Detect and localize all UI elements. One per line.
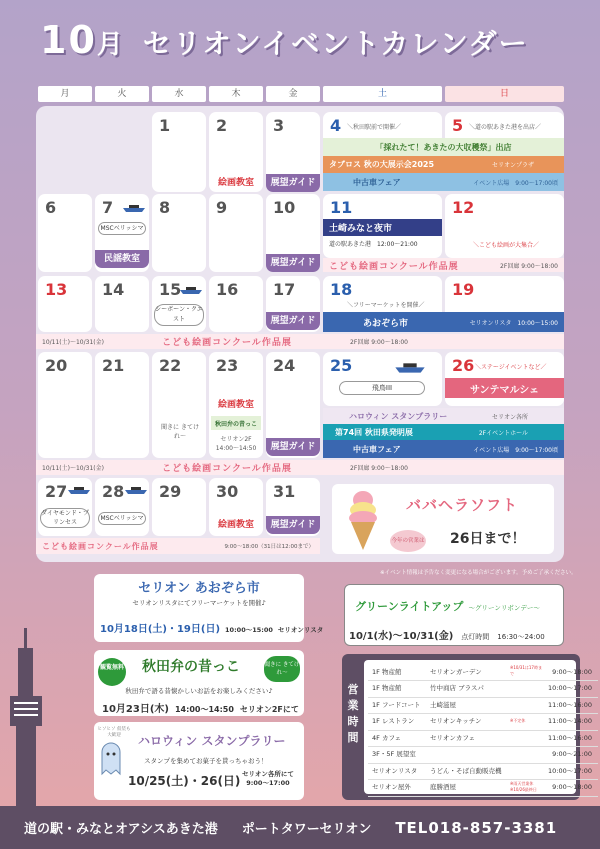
hours-time: 10:00〜17:00 (548, 766, 592, 775)
note-stage: ＼ステージイベントなど／ (475, 364, 547, 371)
event-used-car[interactable]: 中古車フェア イベント広場 9:00〜17:00頃 (323, 173, 564, 191)
day-cell-13[interactable]: 13 (38, 276, 92, 332)
ship-icon (125, 486, 147, 495)
event-kodomo-week3[interactable]: 10/11(土)〜10/31(金) こども絵画コンクール作品展 2F回廊 9:00〜18:00 (36, 334, 564, 349)
aozora-title: セリオン あおぞら市 (138, 581, 260, 596)
port-tower-icon (2, 628, 60, 806)
day-cell-6[interactable]: 6 (38, 194, 92, 272)
info-aozora[interactable] (94, 574, 324, 642)
stamp-loc: セリオン各所にて (242, 770, 294, 778)
event-hatsumei[interactable]: 第74回 秋田県発明展 2Fイベントホール (323, 424, 564, 440)
day-cell-25[interactable]: 25 飛鳥III (323, 352, 442, 406)
day-cell-23[interactable]: 23 絵画教室 秋田弁の昔っこ セリオン2F 14:00〜14:50 (209, 352, 263, 458)
day-cell-27[interactable]: 27 ダイヤモンド・プリンセス (38, 478, 92, 536)
event-stamp[interactable]: ハロウィン スタンプラリー セリオン各所 (323, 408, 564, 424)
note-minato: ＼道の駅あきた港を出店／ (469, 124, 542, 131)
hours-time: 11:00〜16:00 (548, 733, 592, 742)
day-cell-18[interactable]: 18 ＼フリーマーケットを開催／ (323, 276, 442, 332)
mukashi-time: セリオン2F 14:00〜14:50 (215, 436, 257, 452)
aozora-time: 10:00〜15:00 (225, 626, 273, 634)
page-title: 10月 セリオンイベントカレンダー (40, 18, 529, 62)
hours-note: ※10/31は17時まで (510, 665, 542, 676)
day-cell-5[interactable]: 5 ＼道の駅あきた港を出店／ (445, 112, 564, 144)
day-cell-9[interactable]: 9 (209, 194, 263, 272)
info-stamp[interactable] (94, 722, 304, 800)
event-yomichi[interactable]: 土崎みなと夜市 (323, 219, 442, 236)
day-cell-8[interactable]: 8 (152, 194, 206, 272)
babahera-date: 26日まで！ (450, 531, 526, 547)
weekday-wed: 水 (152, 86, 206, 102)
ship-asuka-label: 飛鳥III (339, 381, 425, 395)
day-cell-30[interactable]: 30 絵画教室 (209, 478, 263, 536)
day-cell-20[interactable]: 20 (38, 352, 92, 458)
tag-tenbou: 展望ガイド (266, 254, 320, 272)
soft-cream-icon (346, 488, 380, 552)
hours-shop: セリオンガーデン (430, 667, 482, 676)
green-time: 16:30〜24:00 (497, 633, 545, 641)
day-cell-28[interactable]: 28 MSCベリッシマ (95, 478, 149, 536)
hours-time: 9:00〜18:00 (552, 783, 592, 791)
day-cell-14[interactable]: 14 (95, 276, 149, 332)
hours-floor: 1F フードコート (372, 700, 421, 709)
hours-shop: 土崎滋屋 (430, 700, 456, 709)
event-kodomo-week4[interactable]: 10/11(土)〜10/31(金) こども絵画コンクール作品展 2F回廊 9:00〜18:00 (36, 460, 564, 475)
weekday-thu: 木 (209, 86, 263, 102)
hours-floor: 1F 物産館 (372, 667, 402, 676)
hours-shop: セリオンカフェ (430, 733, 476, 742)
hours-floor: 4F カフェ (372, 733, 402, 742)
info-green[interactable] (344, 584, 564, 646)
day-cell-19[interactable]: 19 (445, 276, 564, 332)
footer-tel[interactable]: TEL018-857-3381 (395, 818, 558, 837)
hours-row (368, 778, 598, 797)
ship-msc-label: MSCベリッシマ (98, 222, 146, 235)
mukashi-sub: 秋田弁で語る昔懐かしいお話をお楽しみください♪ (125, 687, 273, 695)
stamp-dates: 10/25(土)・26(日) (128, 774, 241, 788)
day-cell-10[interactable]: 10 展望ガイド (266, 194, 320, 272)
ship-diamond-label: ダイヤモンド・プリンセス (41, 510, 89, 526)
hours-label: 営業時間 (347, 683, 359, 744)
disclaimer: ※イベント情報は予告なく変更になる場合がございます。予めご了承ください。 (380, 570, 577, 576)
note-kikini: 聞きに きてけれ〜 (161, 424, 199, 440)
day-cell-31[interactable]: 31 展望ガイド (266, 478, 320, 536)
hours-time: 9:00〜21:00 (552, 750, 592, 758)
ship-icon (180, 286, 202, 295)
hours-note: ※雨天営業休 ※10/26最終日 (510, 780, 538, 792)
day-cell-11[interactable]: 11 土崎みなと夜市 道の駅あきた港 12:00〜21:00 (323, 194, 442, 258)
day-cell-26[interactable]: 26 ＼ステージイベントなど／ サンテマルシェ (445, 352, 564, 406)
note-flea: ＼フリーマーケットを開催／ (347, 302, 425, 309)
info-mukashi[interactable] (94, 650, 304, 716)
ship-icon (123, 204, 145, 213)
mukashi-dates: 10月23日(木) (102, 704, 169, 715)
hours-time: 9:00〜18:00 (552, 667, 592, 676)
footer-name: 道の駅・みなとオアシスあきた港 (24, 822, 218, 837)
babahera-promo[interactable] (332, 484, 554, 554)
weekday-sun: 日 (445, 86, 564, 102)
event-mukashi[interactable]: 秋田弁の昔っこ (211, 416, 261, 430)
babahera-note: 今年の営業は (390, 530, 426, 552)
weekday-tue: 火 (95, 86, 149, 102)
day-cell-21[interactable]: 21 (95, 352, 149, 458)
green-sub: 〜グリーンリボンデー〜 (468, 604, 540, 612)
hours-shop: 庭勝酒屋 (430, 783, 456, 791)
tag-kaiga: 絵画教室 (217, 178, 254, 188)
event-kodomo-weekend[interactable]: こども絵画コンクール作品展 2F回廊 9:00〜18:00 (323, 258, 564, 272)
event-harvest[interactable]: 「採れたて！あきたの大収穫祭」出店 (323, 138, 564, 156)
hours-floor: セリオンリスタ (372, 766, 418, 775)
babahera-title: ババヘラソフト (406, 496, 519, 514)
day-cell-2[interactable]: 2 絵画教室 (209, 112, 263, 192)
mukashi-box-time: 14:00〜14:50 (174, 705, 234, 714)
day-cell-3[interactable]: 3 展望ガイド (266, 112, 320, 192)
day-cell-15[interactable]: 15 シーボーン・クエスト (152, 276, 206, 332)
day-cell-29[interactable]: 29 (152, 478, 206, 536)
hours-note: ※不定休 (510, 717, 526, 723)
note-akita: ＼秋田駅前で開催／ (347, 124, 402, 131)
business-hours (342, 654, 592, 800)
day-cell-17[interactable]: 17 展望ガイド (266, 276, 320, 332)
weekday-fri: 金 (266, 86, 320, 102)
tag-tenbou: 展望ガイド (266, 174, 320, 192)
aozora-sub: セリオンリスタにてフリーマーケットを開催♪ (132, 599, 266, 607)
event-used-car-2[interactable]: 中古車フェア イベント広場 9:00〜17:00頃 (323, 440, 564, 458)
stamp-sub: スタンプを集めてお菓子を貰っちゃおう！ (144, 757, 268, 765)
aozora-loc: セリオンリスタ (277, 626, 324, 634)
footer-tower: ポートタワーセリオン (241, 822, 372, 837)
hours-floor: 3F・5F 展望室 (372, 750, 416, 758)
stamp-title: ハロウィン スタンプラリー (138, 734, 286, 748)
tag-tenbou: 展望ガイド (266, 312, 320, 330)
aozora-dates: 10月18日(土)・19日(日) (100, 624, 221, 635)
stamp-time: 9:00〜17:00 (246, 779, 290, 787)
green-dates: 10/1(水)〜10/31(金) (349, 631, 454, 642)
hours-floor: 1F 物産館 (372, 684, 402, 692)
event-aozora[interactable]: あおぞら市 セリオンリスタ 10:00〜15:00 (323, 312, 564, 332)
tag-kaiga: 絵画教室 (217, 400, 254, 410)
hours-floor: 1F レストラン (372, 717, 415, 725)
mukashi-title: 秋田弁の昔っこ (142, 659, 240, 675)
hours-time: 11:00〜16:00 (548, 700, 592, 709)
event-yomichi-sub: 道の駅あきた港 12:00〜21:00 (323, 236, 442, 250)
tag-minyo: 民謡教室 (95, 250, 149, 268)
hours-floor: セリオン屋外 (372, 783, 411, 791)
green-title: グリーンライトアップ (355, 600, 464, 613)
day-cell-7[interactable]: 7 MSCベリッシマ 民謡教室 (95, 194, 149, 272)
ghost-note: ヒソヒソ 仮装も 大歓迎 (97, 727, 131, 738)
hours-shop: セリオンキッチン (430, 717, 482, 725)
ship-icon (393, 362, 427, 374)
ship-seaborn-label: シーボーン・クエスト (154, 304, 204, 326)
hours-time: 11:00〜14:00 (548, 717, 592, 725)
hours-shop: うどん・そば自動販売機 (430, 766, 502, 775)
calendar-grid (36, 106, 564, 562)
mukashi-badge: 観覧無料 (98, 658, 126, 686)
day-cell-16[interactable]: 16 (209, 276, 263, 332)
note-kodomo: ＼こども絵画が大集合／ (473, 242, 540, 249)
weekday-sat: 土 (323, 86, 442, 102)
tag-tenbou: 展望ガイド (266, 516, 320, 534)
ship-icon (68, 486, 90, 495)
tag-kaiga: 絵画教室 (217, 520, 254, 530)
footer (0, 806, 600, 849)
tag-tenbou: 展望ガイド (266, 438, 320, 456)
hours-time: 10:00〜17:00 (548, 684, 592, 692)
mukashi-loc: セリオン2Fにて (239, 705, 299, 714)
mukashi-bubble: 聞きに きてけれ〜 (264, 656, 300, 682)
event-kodomo-week5[interactable]: こども絵画コンクール作品展 9:00〜18:00（31日は12:00まで） (36, 538, 320, 554)
day-cell-22[interactable]: 22 聞きに きてけれ〜 (152, 352, 206, 458)
day-cell-1[interactable]: 1 (152, 112, 206, 192)
weekday-mon: 月 (38, 86, 92, 102)
event-sunte[interactable]: サンテマルシェ (445, 378, 564, 398)
hours-shop: 竹中商店 ブラスパ (430, 684, 484, 692)
event-daihanbai[interactable]: タブロス 秋の大展示会2025 セリオンプラザ (323, 156, 564, 173)
ship-msc-label: MSCベリッシマ (98, 512, 146, 525)
day-cell-12[interactable]: 12 ＼こども絵画が大集合／ (445, 194, 564, 258)
green-time-label: 点灯時間 (461, 633, 490, 641)
day-cell-24[interactable]: 24 展望ガイド (266, 352, 320, 458)
day-cell-4[interactable]: 4 ＼秋田駅前で開催／ (323, 112, 442, 144)
ghost-icon (98, 740, 124, 776)
